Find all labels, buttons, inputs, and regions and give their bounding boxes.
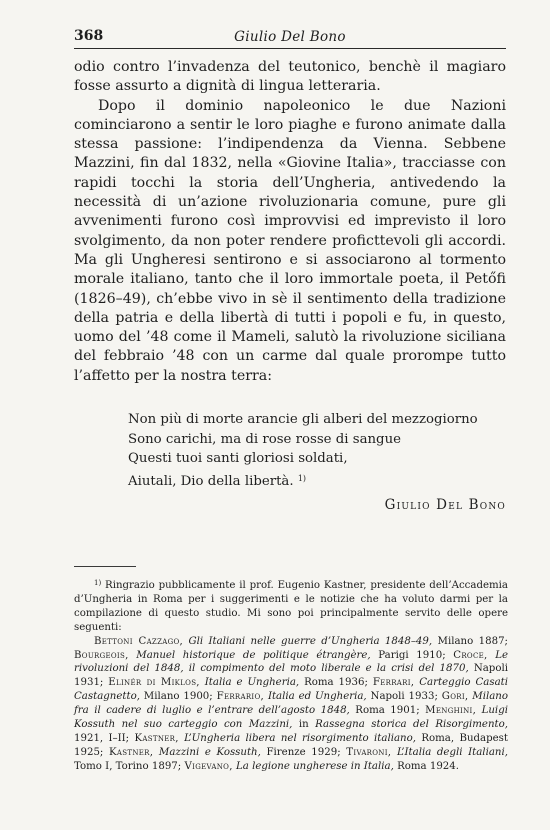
ref-title: L’Ungheria libera nel risorgimento italiano, bbox=[184, 732, 416, 744]
ref-title: Milano fra il cadere di luglio e l’entrare dell’agosto 1848, bbox=[74, 691, 508, 717]
ref-author: Ferrari, bbox=[372, 677, 415, 689]
ref-author: Menghini, bbox=[425, 705, 477, 717]
ref-title: Carteggio Casati Castagnetto, bbox=[74, 677, 508, 703]
main-text bbox=[74, 58, 506, 386]
ref-publication: Roma 1901; bbox=[355, 705, 420, 717]
page-number: 368 bbox=[74, 28, 104, 44]
ref-author: Kastner, bbox=[134, 732, 179, 744]
ref-author: Bettoni Cazzago, bbox=[94, 635, 184, 647]
footnote-intro bbox=[74, 577, 508, 635]
ref-publication: Napoli 1931; bbox=[74, 663, 508, 689]
ref-author: Kastner, bbox=[108, 746, 154, 758]
ref-author: Elinér di Miklos, bbox=[108, 677, 200, 689]
ref-publication: Roma, Budapest 1925; bbox=[74, 732, 508, 758]
poem-line-text: Aiutali, Dio della libertà. bbox=[128, 473, 294, 489]
footnote-marker: 1) bbox=[94, 579, 102, 587]
ref-publication: Firenze 1929; bbox=[266, 746, 341, 758]
footnote-reference: 1) bbox=[297, 473, 307, 483]
header-rule bbox=[74, 48, 506, 49]
footnote bbox=[74, 577, 508, 774]
ref-author: Gori, bbox=[441, 691, 469, 703]
running-title: Giulio Del Bono bbox=[234, 29, 346, 45]
ref-author: Ferrario, bbox=[216, 691, 265, 703]
footnote-rule bbox=[74, 566, 136, 567]
ref-title: Manuel historique de politique étrangère, bbox=[136, 649, 371, 661]
running-head bbox=[74, 28, 506, 48]
poem-line bbox=[128, 469, 508, 492]
ref-title: La legione ungherese in Italia, bbox=[236, 760, 394, 772]
ref-publication: Milano 1900; bbox=[143, 691, 213, 703]
footnote-intro-text: Ringrazio pubblicamente il prof. Eugenio Kastner, presidente dell’Accademia d’Ungheria in Roma per i suggerimenti e le notizie che ha voluto darmi per la compilazione di questo studio. Mi sono poi principalmente servito delle opere seguenti: bbox=[74, 580, 508, 633]
ref-title: Mazzini e Kossuth, bbox=[158, 746, 261, 758]
ref-author: Croce, bbox=[453, 649, 488, 661]
ref-publication: Parigi 1910; bbox=[378, 649, 446, 661]
ref-publication: in bbox=[298, 719, 309, 731]
author-signature: Giulio Del Bono bbox=[384, 497, 506, 513]
ref-publication: Napoli 1933; bbox=[370, 691, 438, 703]
ref-title: Luigi Kossuth nel suo carteggio con Mazzini, bbox=[74, 705, 508, 731]
poem-line: Questi tuoi santi gloriosi soldati, bbox=[128, 451, 348, 467]
ref-publication: Roma 1936; bbox=[304, 677, 368, 689]
paragraph: Dopo il dominio napoleonico le due Nazioni cominciarono a sentir le loro piaghe e furono animate dalla stessa passione: l’indipendenza da Vienna. Sebbene Mazzini, fin dal 1832, nella «Giovine Italia», tracciasse con rapidi tocchi la storia dell’Ungheria, antivedendo la necessità di un’azione rivoluzionaria comune, pure gli avvenimenti furono così improvvisi ed imprevisto il loro svolgimento, da non poter rendere proficttevoli gli accordi. Ma gli Ungheresi sentirono e si associarono al tormento morale italiano, tanto che il loro immortale poeta, il Petőfi (1826–49), ch’ebbe vivo in sè il sentimento della tradizione della patria e della libertà di tutti i popoli e fu, in questo, uomo del ’48 come il Mameli, salutò la rivoluzione siciliana del febbraio ’48 con un carme dal quale prorompe tutto l’affetto per la nostra terra: bbox=[74, 97, 506, 384]
ref-publication: Roma 1924. bbox=[397, 760, 460, 772]
ref-author: Bourgeois, bbox=[74, 649, 129, 661]
ref-publication: 1921, I–II; bbox=[74, 732, 130, 744]
poem-line: Sono carichi, ma di rose rosse di sangue bbox=[128, 431, 402, 447]
ref-title: Le rivoluzioni del 1848, il compimento del moto liberale e la crisi del 1870, bbox=[74, 649, 508, 675]
ref-title: L’Italia degli Italiani, bbox=[396, 746, 508, 758]
ref-title: Italia ed Ungheria, bbox=[267, 691, 367, 703]
ref-author: Tivaroni, bbox=[346, 746, 392, 758]
poem-line: Non più di morte arancie gli alberi del mezzogiorno bbox=[128, 412, 478, 427]
bibliography bbox=[74, 635, 508, 774]
ref-title: Italia e Ungheria, bbox=[204, 677, 300, 689]
paragraph: odio contro l’invadenza del teutonico, benchè il magiaro fosse assurto a dignità di lingua letteraria. bbox=[74, 59, 506, 95]
ref-journal: Rassegna storica del Risorgimento, bbox=[315, 719, 508, 731]
ref-author: Vigevano, bbox=[184, 760, 233, 772]
poem-quotation bbox=[128, 410, 508, 491]
ref-publication: Tomo I, Torino 1897; bbox=[74, 760, 182, 772]
ref-title: Gli Italiani nelle guerre d’Ungheria 1848–49, bbox=[188, 635, 433, 647]
ref-publication: Milano 1887; bbox=[437, 635, 508, 647]
